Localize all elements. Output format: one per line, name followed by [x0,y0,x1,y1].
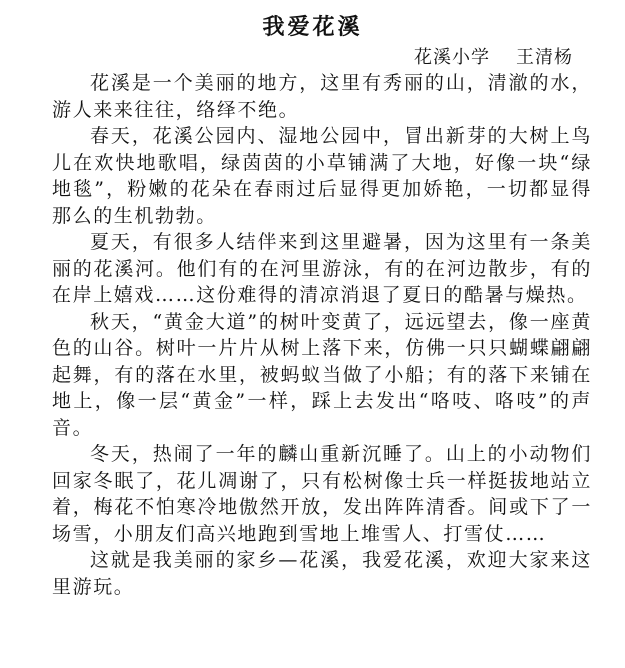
essay-body [52,70,592,600]
paragraph-spring: 春天，花溪公园内、湿地公园中，冒出新芽的大树上鸟儿在欢快地歌唱，绿茵茵的小草铺满了大地，好像一块“绿地毯”，粉嫩的花朵在春雨过后显得更加娇艳，一切都显得那么的生机勃勃。 [52,125,592,227]
document-title: 我爱花溪 [262,14,363,40]
paragraph-winter: 冬天，热闹了一年的麟山重新沉睡了。山上的小动物们回家冬眠了，花儿凋谢了，只有松树像士兵一样挺拔地站立着，梅花不怕寒冷地傲然开放，发出阵阵清香。间或下了一场雪，小朋友们高兴地跑到雪地上堆雪人、打雪仗…… [52,443,592,545]
paragraph-intro: 花溪是一个美丽的地方，这里有秀丽的山，清澈的水，游人来来往往，络绎不绝。 [52,72,592,121]
paragraph-conclusion: 这就是我美丽的家乡—花溪，我爱花溪，欢迎大家来这里游玩。 [52,549,592,598]
school-name: 花溪小学 [414,47,490,68]
byline [414,46,573,70]
author-name: 王清杨 [516,47,573,68]
paragraph-autumn: 秋天，“黄金大道”的树叶变黄了，远远望去，像一座黄色的山谷。树叶一片片从树上落下来，仿佛一只只蝴蝶翩翩起舞，有的落在水里，被蚂蚁当做了小船；有的落下来铺在地上，像一层“黄金”一样，踩上去发出“咯吱、咯吱”的声音。 [52,310,592,439]
paragraph-summer: 夏天，有很多人结伴来到这里避暑，因为这里有一条美丽的花溪河。他们有的在河里游泳，有的在河边散步，有的在岸上嬉戏……这份难得的清凉消退了夏日的酷暑与燥热。 [52,231,592,306]
